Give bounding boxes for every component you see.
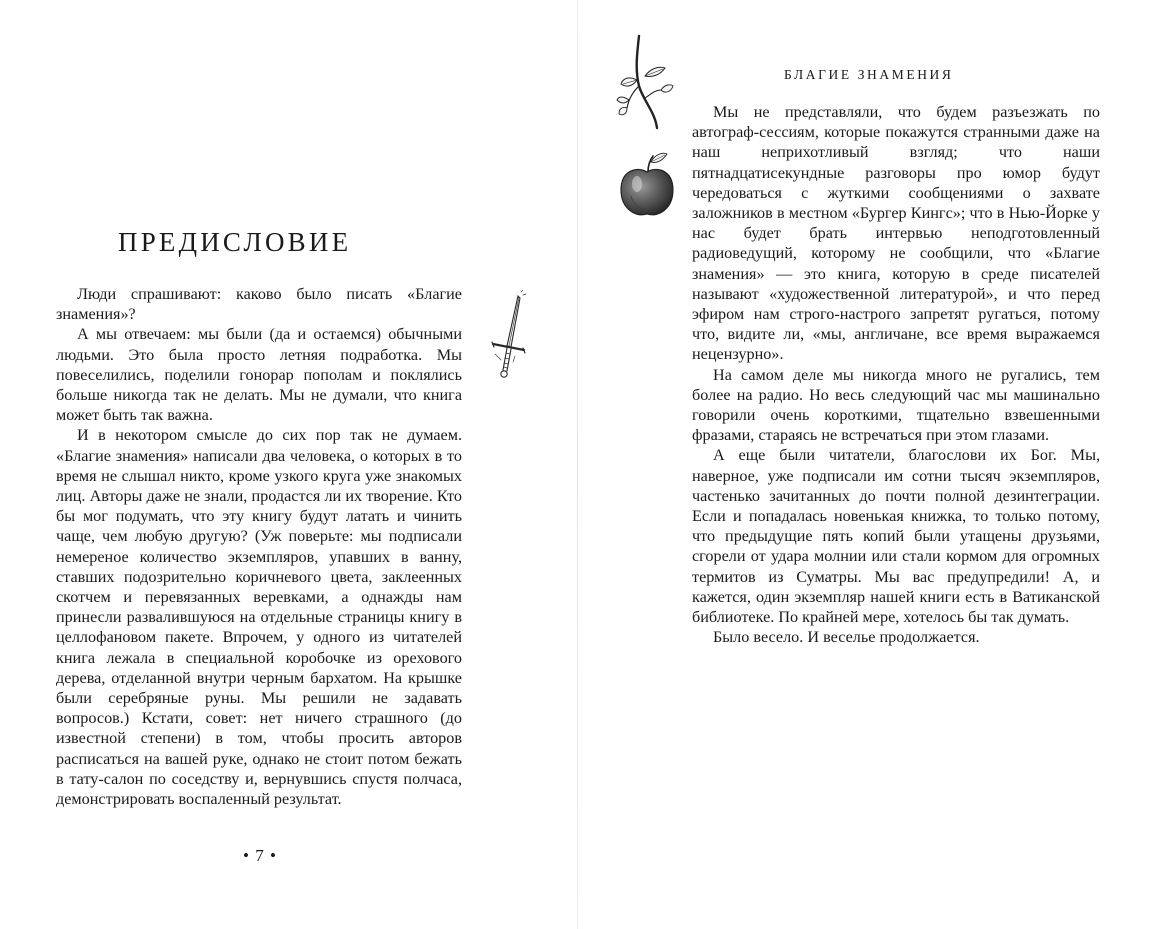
- paragraph: На самом деле мы никогда много не ругались, тем более на радио. Но весь следующий час мы машинально говорили очень короткими, тщательно взвешенными фразами, стараясь не встречаться при этом глазами.: [692, 365, 1100, 445]
- sword-illustration: [480, 290, 528, 385]
- chapter-title: ПРЕДИСЛОВИЕ: [118, 227, 352, 257]
- paragraph: И в некотором смысле до сих пор так не думаем. «Благие знамения» написали два человека, о которых в то время не слышал никто, кроме узкого круга уже знакомых лиц. Авторы даже не знали, продастся ли их творение. Кто бы мог подумать, что эту книгу будут латать и чинить чаще, чем любую другую? (Уж поверьте: мы подписали немереное количество экземпляров, упавших в ванну, ставших подозрительно коричневого цвета, заклеенных скотчем и перевязанных веревками, а однажды нам принесли развалившуюся на отдельные страницы книгу в целлофановом пакете. Впрочем, у одного из читателей книга лежала в специальной коробочке из орехового дерева, отделанной внутри черным бархатом. На крышке были серебряные руны. Мы решили не задавать вопросов.) Кстати, совет: нет ничего страшного (до известной степени) в том, чтобы просить авторов расписаться на вашей руке, однако не стоит потом бежать в тату-салон по соседству и, вернувшись спустя полчаса, демонстрировать воспаленный результат.: [56, 426, 462, 809]
- apple-illustration: [617, 152, 677, 220]
- paragraph: Люди спрашивают: каково было писать «Благие знамения»?: [56, 285, 462, 324]
- left-text-block: [56, 284, 462, 809]
- right-text-block: [692, 102, 1100, 647]
- paragraph: Было весело. И веселье продолжается.: [713, 628, 980, 647]
- paragraph: А мы отвечаем: мы были (да и остаемся) обычными людьми. Это была просто летняя подработка. Мы повеселились, поделили гонорар пополам и поклялись больше никогда так не делать. Мы не думали, что книга может быть так важна.: [56, 325, 462, 425]
- running-head: БЛАГИЕ ЗНАМЕНИЯ: [784, 67, 954, 82]
- page-number: • 7 •: [243, 846, 277, 865]
- right-page: [578, 0, 1154, 929]
- branch-illustration: [615, 34, 675, 134]
- paragraph: А еще были читатели, благослови их Бог. Мы, наверное, уже подписали им сотни тысяч экземпляров, частенько зачитанных до почти полной дезинтеграции. Если и попадалась новенькая книжка, то только потому, что предыдущие пять копий были утащены друзьями, сгорели от удара молнии или стали кормом для огромных термитов из Суматры. Мы вас предупредили! А, и кажется, один экземпляр нашей книги есть в Ватиканской библиотеке. По крайней мере, хотелось бы так думать.: [692, 446, 1100, 627]
- paragraph: Мы не представляли, что будем разъезжать по автограф-сессиям, которые покажутся странными даже на наш неприхотливый взгляд; что наши пятнадцатисекундные разговоры про юмор будут чередоваться с жуткими сообщениями о захвате заложников в местном «Бургер Кингс»; что в Нью-Йорке у нас будет брать интервью неподготовленный радиоведущий, которому не сообщили, что «Благие знамения» — это книга, которую в среде писателей называют «художественной литературой», и что перед эфиром нам строго-настрого запретят ругаться, потому что, видите ли, «мы, англичане, все время выражаемся нецензурно».: [692, 103, 1100, 364]
